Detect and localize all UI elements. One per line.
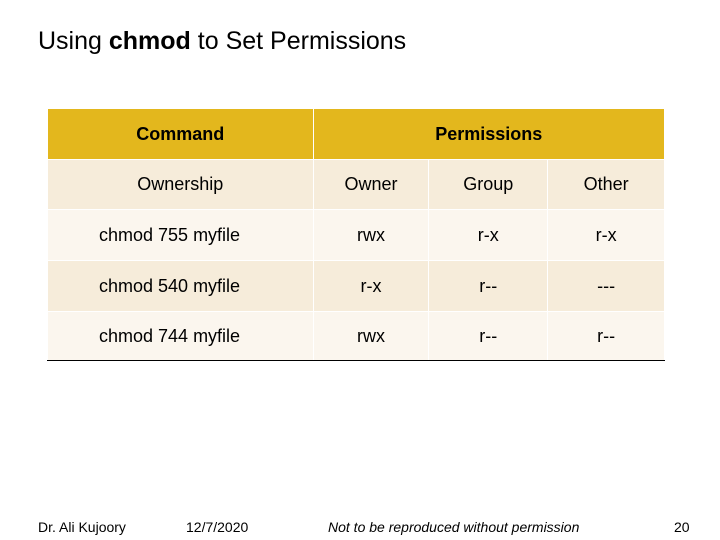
subheader-group: Group xyxy=(429,160,548,210)
command-name: chmod xyxy=(99,275,154,296)
command-cell xyxy=(48,261,314,312)
owner-cell: rwx xyxy=(313,312,429,361)
permissions-table xyxy=(47,108,665,361)
command-args: 540 myfile xyxy=(153,275,241,296)
slide-title xyxy=(38,24,406,58)
title-command: chmod xyxy=(108,27,191,55)
title-suffix: to Set Permissions xyxy=(190,27,407,55)
command-cell xyxy=(48,312,314,361)
command-args: 744 myfile xyxy=(153,325,241,346)
subheader-other: Other xyxy=(548,160,665,210)
owner-cell: r-x xyxy=(313,261,429,312)
table-subheader-row xyxy=(48,160,665,210)
other-cell: r-x xyxy=(548,210,665,261)
header-command: Command xyxy=(48,109,314,160)
other-cell: --- xyxy=(548,261,665,312)
table-row xyxy=(48,210,665,261)
command-cell xyxy=(48,210,314,261)
table-header-row xyxy=(48,109,665,160)
header-permissions: Permissions xyxy=(313,109,664,160)
group-cell: r-- xyxy=(429,261,548,312)
footer-note: Not to be reproduced without permission xyxy=(328,519,580,535)
table-row xyxy=(48,312,665,361)
command-args: 755 myfile xyxy=(153,224,241,245)
owner-cell: rwx xyxy=(313,210,429,261)
table-row xyxy=(48,261,665,312)
page-number: 20 xyxy=(674,519,690,535)
title-prefix: Using xyxy=(38,27,109,55)
group-cell: r-x xyxy=(429,210,548,261)
footer-date: 12/7/2020 xyxy=(186,519,249,535)
other-cell: r-- xyxy=(548,312,665,361)
command-name: chmod xyxy=(99,224,154,245)
subheader-ownership: Ownership xyxy=(48,160,314,210)
group-cell: r-- xyxy=(429,312,548,361)
subheader-owner: Owner xyxy=(313,160,429,210)
footer-author: Dr. Ali Kujoory xyxy=(38,519,126,535)
command-name: chmod xyxy=(99,325,154,346)
